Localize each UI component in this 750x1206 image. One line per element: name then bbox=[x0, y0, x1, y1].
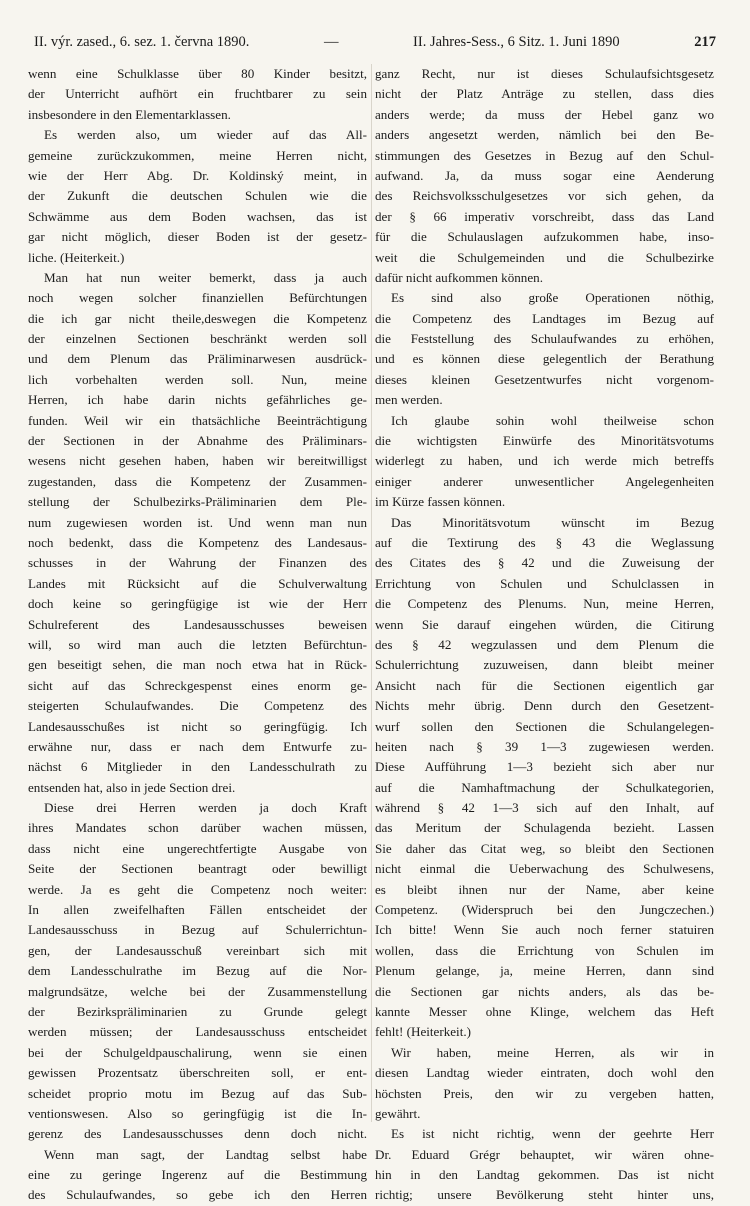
text-line: weit die Schulgemeinden und die Schulbezirke bbox=[375, 249, 714, 265]
text-line: und es können diese gelegentlich der Berathung bbox=[375, 351, 714, 367]
header-czech: II. výr. zased., 6. sez. 1. června 1890. bbox=[34, 34, 250, 50]
text-line: erwähne nur, dass er nach dem Entwurfe zu- bbox=[28, 738, 367, 754]
text-line: wenn Sie darauf eingehen würden, die Citirung bbox=[375, 616, 714, 632]
text-line: fehlt! (Heiterkeit.) bbox=[375, 1024, 471, 1040]
text-line: nicht einmal die Ueberwachung des Schulwesens, bbox=[375, 861, 714, 877]
text-line: wie der Herr Abg. Dr. Koldinský meint, in bbox=[28, 167, 367, 183]
text-line: ihres Mandates schon darüber wachen müssen, bbox=[28, 820, 367, 836]
text-line: ganz Recht, nur ist dieses Schulaufsichtsgesetz bbox=[375, 66, 714, 81]
text-line: num zugewiesen worden ist. Und wenn man nun bbox=[28, 514, 367, 530]
text-line: hin in den Landtag gekommen. Das ist nicht bbox=[375, 1167, 714, 1183]
text-line: für die Schulauslagen aufzukommen habe, inso- bbox=[375, 229, 714, 245]
running-header bbox=[34, 34, 716, 56]
text-line: heiten nach § 39 1—3 zugewiesen werden. bbox=[375, 738, 714, 754]
text-line: bei der Schulgeldpauschalirung, wenn sie einen bbox=[28, 1044, 367, 1060]
text-line: einiger anderer unwesentlicher Angelegenheiten bbox=[375, 473, 714, 489]
text-line: gerenz des Landesausschusses denn doch nicht. bbox=[28, 1126, 367, 1142]
text-line: dass nicht eine ungerechtfertigte Ausgabe von bbox=[28, 840, 367, 856]
text-line: Landesausschuss in Bezug auf Schulerrichtun- bbox=[28, 922, 367, 938]
text-line: zugestanden, dass die Kompetenz der Zusammen- bbox=[28, 473, 367, 489]
text-line: Ich bitte! Wenn Sie auch noch ferner statuiren bbox=[375, 922, 714, 938]
text-line: gen, der Landesausschuß vereinbart sich mit bbox=[28, 942, 367, 958]
text-line: die Sectionen gar nichts anders, als das be- bbox=[375, 983, 714, 999]
text-line: und dem Plenum das Präliminarwesen ausdrück- bbox=[28, 351, 367, 367]
text-line: dem Landesschulrathe im Bezug auf die Nor- bbox=[28, 963, 367, 979]
text-line: der Bezirkspräliminarien zu Grunde gelegt bbox=[28, 1003, 367, 1019]
text-line: Es ist nicht richtig, wenn der geehrte Herr bbox=[391, 1126, 714, 1142]
text-line: will, so wird man auch die letzten Befürchtun- bbox=[28, 636, 367, 652]
text-line: Landes mit Rücksicht auf die Schulverwaltung bbox=[28, 575, 367, 591]
text-line: höchsten Preis, den wir zu vergeben hatten, bbox=[375, 1085, 714, 1101]
text-line: Nichts mehr übrig. Denn durch den Gesetzent- bbox=[375, 698, 714, 714]
text-line: wenn eine Schulklasse über 80 Kinder besitzt, bbox=[28, 66, 367, 81]
text-line: wesens nicht gesehen haben, haben wir bereitwilligst bbox=[28, 453, 367, 469]
text-line: die Competenz des Plenums. Nun, meine Herren, bbox=[375, 596, 714, 612]
text-line: entsenden hat, also in jede Section drei. bbox=[28, 779, 236, 795]
text-line: dafür nicht aufkommen können. bbox=[375, 269, 543, 285]
text-line: kannte Messer ohne Klinge, welchem das Heft bbox=[375, 1003, 714, 1019]
text-line: scheidet proprio motu im Bezug auf das Sub- bbox=[28, 1085, 367, 1101]
text-line: des Reichsvolksschulgesetzes vor sich gehen, da bbox=[375, 188, 714, 204]
text-line: richtig; unsere Bevölkerung steht hinter uns, bbox=[375, 1187, 714, 1203]
text-line: men werden. bbox=[375, 392, 443, 408]
text-line: gewährt. bbox=[375, 1105, 421, 1121]
text-line: Plenum gelange, ja, meine Herren, dann sind bbox=[375, 963, 714, 979]
text-line: Ich glaube sohin wohl theilweise schon bbox=[391, 412, 714, 428]
text-line: doch keine so geringfügige ist wie der Herr bbox=[28, 596, 367, 612]
text-line: Man hat nun weiter bemerkt, dass ja auch bbox=[44, 269, 367, 285]
text-line: der Unterricht aufhört ein fruchtbarer zu sein bbox=[28, 86, 367, 102]
text-line: diesen Landtag wieder eintraten, doch wohl den bbox=[375, 1065, 714, 1081]
text-line: stimmungen des Gesetzes in Bezug auf den Schul- bbox=[375, 147, 714, 163]
text-line: dieses kleinen Gesetzentwurfes nicht vorgenom- bbox=[375, 371, 714, 387]
text-line: Landesausschußes ist nicht so geringfügig. Ich bbox=[28, 718, 367, 734]
text-line: Dr. Eduard Grégr behauptet, wir wären ohne- bbox=[375, 1146, 714, 1162]
page-number: 217 bbox=[694, 34, 716, 50]
text-line: auf die Textirung des § 43 die Weglassung bbox=[375, 534, 714, 550]
text-line: gewissen Prozentsatz überschreiten soll, er ent- bbox=[28, 1065, 367, 1081]
text-line: werde. Ja es geht die Competenz noch weiter: bbox=[28, 881, 367, 897]
header-dash: — bbox=[323, 34, 339, 50]
text-line: lich vorbehalten werden soll. Nun, meine bbox=[28, 371, 367, 387]
text-line: funden. Weil wir ein thatsächliche Beeinträchtigung bbox=[28, 412, 367, 428]
text-line: Es sind also große Operationen nöthig, bbox=[391, 290, 714, 306]
text-line: der Zukunft die deutschen Schulen wie die bbox=[28, 188, 367, 204]
text-line: Schulerrichtung zuzuweisen, dann bleibt meiner bbox=[375, 657, 714, 673]
text-line: Wir haben, meine Herren, als wir in bbox=[391, 1044, 714, 1060]
text-line: steigerten Schulaufwandes. Die Competenz des bbox=[28, 698, 367, 714]
text-line: insbesondere in den Elementarklassen. bbox=[28, 106, 231, 122]
text-line: Herren, ich habe darin nichts gefährliches ge- bbox=[28, 392, 367, 408]
text-line: noch wegen solcher finanziellen Befürchtungen bbox=[28, 290, 367, 306]
text-line: des Schulaufwandes, so gebe ich den Herren bbox=[28, 1187, 367, 1203]
text-line: werden müssen; der Landesausschuss entscheidet bbox=[28, 1024, 367, 1040]
text-line: die wichtigsten Einwürfe des Minoritätsvotums bbox=[375, 433, 714, 449]
text-line: Errichtung von Schulen und Schulclassen in bbox=[375, 575, 714, 591]
text-line: gen beseitigt sehen, die man noch etwa hat in Rück- bbox=[28, 657, 367, 673]
text-line: während § 42 1—3 sich auf den Inhalt, auf bbox=[375, 800, 714, 816]
text-line: Es werden also, um wieder auf das All- bbox=[44, 127, 367, 143]
text-line: das Meritum der Schulagenda bezieht. Lassen bbox=[375, 820, 714, 836]
text-line: Competenz. (Widerspruch bei den Jungczechen.) bbox=[375, 902, 714, 918]
text-line: widerlegt zu haben, und ich werde mich betreffs bbox=[375, 453, 714, 469]
text-line: schusses in der Wahrung der Finanzen des bbox=[28, 555, 367, 571]
text-line: Sie daher das Citat weg, so bleibt den Sectionen bbox=[375, 840, 714, 856]
text-line: des Citates des § 42 und die Zuweisung der bbox=[375, 555, 714, 571]
text-line: die Competenz des Landtages im Bezug auf bbox=[375, 310, 714, 326]
text-line: Seite der Sectionen beantragt oder bewilligt bbox=[28, 861, 367, 877]
text-line: noch bedenkt, dass die Kompetenz des Landesaus- bbox=[28, 534, 367, 550]
text-line: sicht auf das Schreckgespenst eines enorm ge- bbox=[28, 677, 367, 693]
text-line: gar nicht möglich, dieser Boden ist der gesetz- bbox=[28, 229, 367, 245]
header-german: II. Jahres-Sess., 6 Sitz. 1. Juni 1890 bbox=[413, 34, 620, 50]
text-line: die Feststellung des Schulaufwandes zu erhöhen, bbox=[375, 331, 714, 347]
text-line: Schulreferent des Landesausschusses beweisen bbox=[28, 616, 367, 632]
text-line: die ich gar nicht theile,deswegen die Kompetenz bbox=[28, 310, 367, 326]
text-line: auf die Namhaftmachung der Schulkategorien, bbox=[375, 779, 714, 795]
text-line: stellung der Schulbezirks-Präliminarien dem Ple- bbox=[28, 494, 367, 510]
text-line: Das Minoritätsvotum wünscht im Bezug bbox=[391, 514, 714, 530]
text-line: eine zu geringe Ingerenz auf die Bestimmung bbox=[28, 1167, 367, 1183]
text-line: des § 42 wegzulassen und dem Plenum die bbox=[375, 636, 714, 652]
text-line: anders angesetzt werden, nämlich bei den Be- bbox=[375, 127, 714, 143]
text-line: gemeine zurückzukommen, meine Herren nicht, bbox=[28, 147, 367, 163]
text-line: nächst 6 Mitglieder in den Landesschulrath zu bbox=[28, 759, 367, 775]
text-line: Diese drei Herren werden ja doch Kraft bbox=[44, 800, 367, 816]
text-line: anders werde; da muss der Hebel ganz wo bbox=[375, 106, 714, 122]
text-line: malgrundsätze, welche bei der Zusammenstellung bbox=[28, 983, 367, 999]
right-text-column bbox=[375, 64, 714, 1206]
text-line: nicht der Platz Anträge zu stellen, dass dies bbox=[375, 86, 714, 102]
text-line: liche. (Heiterkeit.) bbox=[28, 249, 125, 265]
text-line: es bleibt ihnen nur der Name, aber keine bbox=[375, 881, 714, 897]
text-line: der § 66 imperativ vorschreibt, dass das Land bbox=[375, 208, 714, 224]
text-line: Ansicht nach für die Sectionen eigentlich gar bbox=[375, 677, 714, 693]
text-line: aufwand. Ja, da muss sogar eine Aenderung bbox=[375, 167, 714, 183]
text-line: Schwämme aus dem Boden wachsen, das ist bbox=[28, 208, 367, 224]
text-line: der einzelnen Sectionen beschränkt werden soll bbox=[28, 331, 367, 347]
text-line: im Kürze fassen können. bbox=[375, 494, 506, 510]
text-line: Wenn man sagt, der Landtag selbst habe bbox=[44, 1146, 367, 1162]
text-line: ventionswesen. Also so geringfügig ist die In- bbox=[28, 1105, 367, 1121]
text-line: Diese Aufführung 1—3 bezieht sich aber nur bbox=[375, 759, 714, 775]
text-line: wollen, dass die Errichtung von Schulen im bbox=[375, 942, 714, 958]
text-line: In allen zweifelhaften Fällen entscheidet der bbox=[28, 902, 367, 918]
text-line: wurf sollen den Sectionen die Schulangelegen- bbox=[375, 718, 714, 734]
left-text-column bbox=[28, 64, 367, 1206]
text-line: der Sectionen in der Abnahme des Präliminars- bbox=[28, 433, 367, 449]
column-divider bbox=[371, 64, 372, 1122]
